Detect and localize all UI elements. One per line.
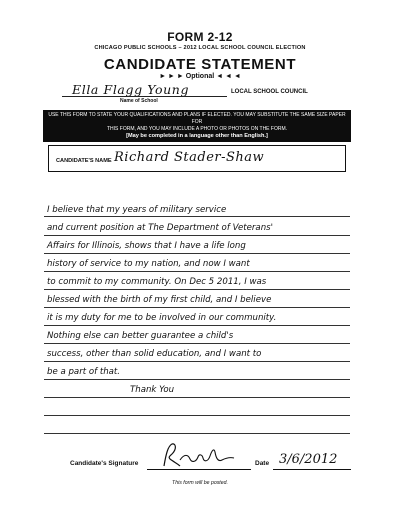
signature-line [147,469,251,470]
local-school-council-label: LOCAL SCHOOL COUNCIL [231,89,308,95]
candidate-name-label: CANDIDATE'S NAME [56,158,112,164]
statement-rule [44,325,350,326]
statement-line: I believe that my years of military service [47,205,227,215]
statement-rule [44,289,350,290]
optional-label: ► ► ► Optional ◄ ◄ ◄ [159,73,241,80]
organization-line: CHICAGO PUBLIC SCHOOLS – 2012 LOCAL SCHOOL COUNCIL ELECTION [94,45,306,51]
statement-line: be a part of that. [47,367,121,377]
statement-rule [44,433,350,434]
statement-rule [44,379,350,380]
statement-line: it is my duty for me to be involved in our community. [47,313,277,323]
candidate-name-field[interactable]: Richard Stader-Shaw [114,150,265,165]
instructions-line-1: USE THIS FORM TO STATE YOUR QUALIFICATIONS AND PLANS IF ELECTED. YOU MAY SUBSTITUTE THE SAME SIZE PAPER FOR [48,112,346,125]
statement-line: history of service to my nation, and now I want [47,259,250,269]
statement-rule [44,397,350,398]
statement-rule [44,216,350,217]
statement-rule [44,415,350,416]
statement-rule [44,253,350,254]
school-name-underline [62,96,227,97]
date-field[interactable]: 3/6/2012 [279,452,338,467]
school-name-caption: Name of School [120,98,158,104]
statement-line: to commit to my community. On Dec 5 2011, I was [47,277,267,287]
signature-label: Candidate's Signature [70,460,139,467]
statement-rule [44,307,350,308]
statement-rule [44,271,350,272]
statement-rule [44,235,350,236]
posted-note: This form will be posted. [172,480,228,486]
statement-rule [44,361,350,362]
handwritten-signature [158,440,238,470]
statement-rule [44,343,350,344]
statement-line: Thank You [130,385,175,395]
form-title: CANDIDATE STATEMENT [103,56,297,73]
statement-line: Nothing else can better guarantee a child's [47,331,234,341]
statement-line: success, other than solid education, and I want to [47,349,262,359]
form-number: FORM 2-12 [167,30,233,44]
instructions-box [43,110,351,142]
date-label: Date [255,460,270,467]
school-name-field[interactable]: Ella Flagg Young [72,82,190,97]
statement-line: blessed with the birth of my first child, and I believe [47,295,272,305]
statement-line: Affairs for Illinois, shows that I have a life long [47,241,246,251]
instructions-line-2: THIS FORM, AND YOU MAY INCLUDE A PHOTO OR PHOTOS ON THE FORM. [106,126,288,132]
statement-line: and current position at The Department of Veterans' [47,223,273,233]
date-line [273,469,351,470]
instructions-line-3: [May be completed in a language other than English.] [126,133,268,139]
